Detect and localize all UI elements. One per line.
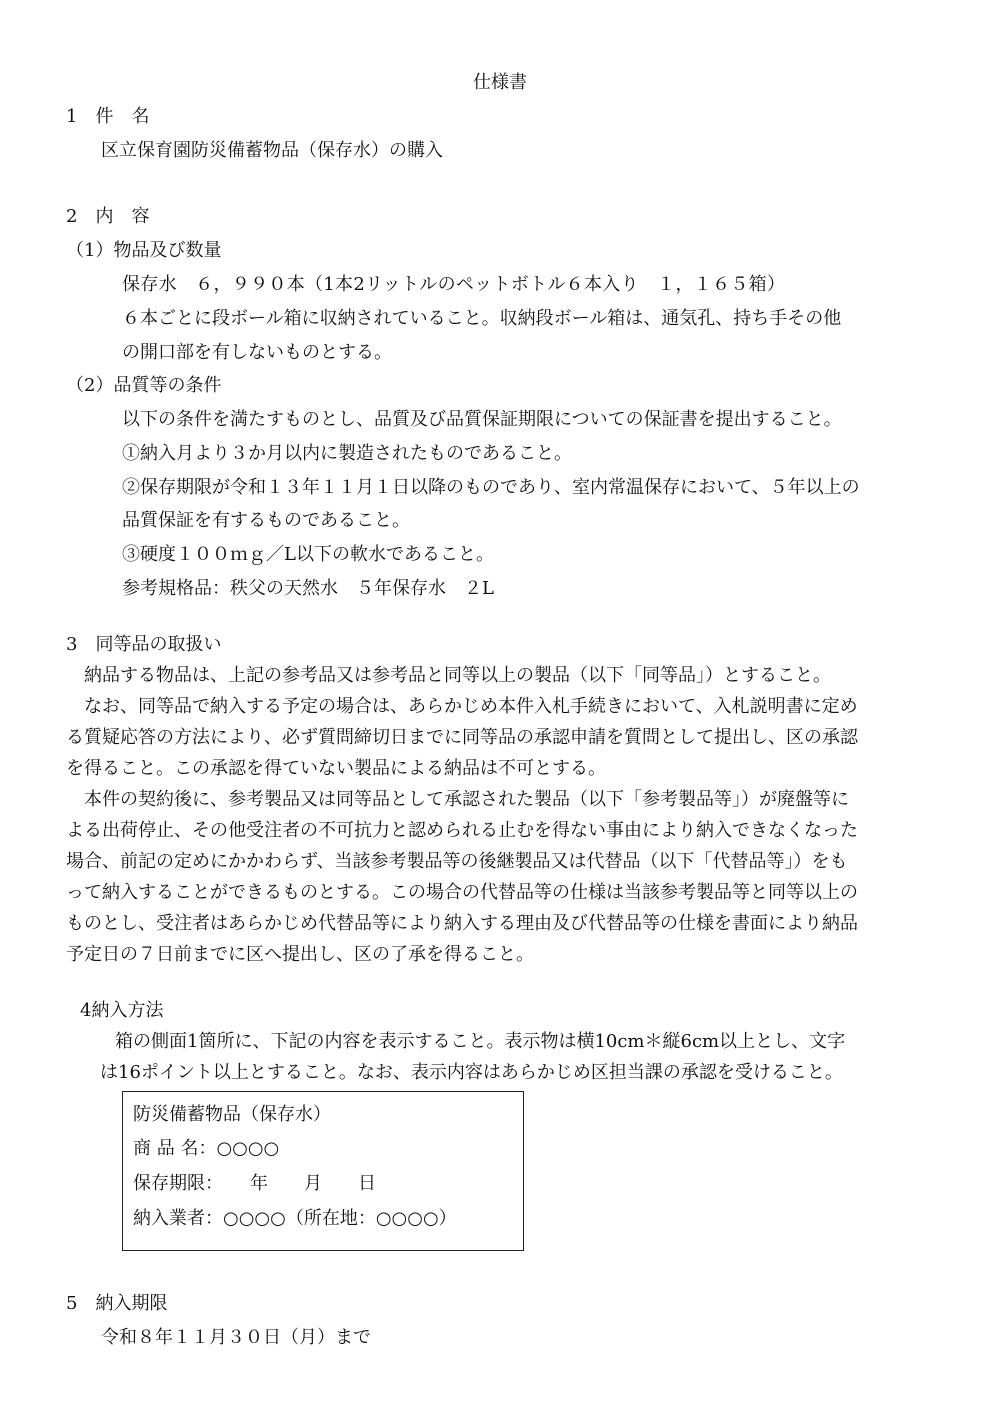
section-3-line: 場合、前記の定めにかかわらず、当該参考製品等の後継製品又は代替品（以下「代替品等」）をも (66, 851, 848, 872)
section-2-1-line: 保存水 ６，９９０本（1本2リットルのペットボトル６本入り １，１６５箱） (122, 274, 786, 295)
section-3-line: 本件の契約後に、参考製品又は同等品として承認された製品（以下「参考製品等」）が廃盤等に (66, 789, 849, 810)
section-3-line: よる出荷停止、その他受注者の不可抗力と認められる止むを得ない事由により納入できなくなった (66, 820, 858, 841)
section-3-line: る質疑応答の方法により、必ず質問締切日までに同等品の承認申請を質問として提出し、区の承認 (66, 727, 858, 748)
section-2-1-line: の開口部を有しないものとする。 (122, 342, 392, 363)
section-2-heading: 2 内 容 (66, 206, 150, 227)
section-4-line: は16ポイント以上とすること。なお、表示内容はあらかじめ区担当課の承認を受けること。 (100, 1062, 843, 1083)
section-2-2-line: ①納入月より３か月以内に製造されたものであること。 (122, 443, 572, 464)
section-2-2-line: ③硬度１００ｍｇ／L以下の軟水であること。 (122, 544, 494, 565)
label-box-line: 納入業者：○○○○（所在地：○○○○） (133, 1208, 457, 1229)
label-box-line: 保存期限： 年 月 日 (133, 1173, 376, 1194)
section-3-line: なお、同等品で納入する予定の場合は、あらかじめ本件入札手続きにおいて、入札説明書に定め (66, 696, 858, 717)
label-box-line: 防災備蓄物品（保存水） (133, 1104, 331, 1125)
section-3-heading: 3 同等品の取扱い (66, 634, 222, 655)
label-display-box (122, 1091, 524, 1251)
section-2-1-line: ６本ごとに段ボール箱に収納されていること。収納段ボール箱は、通気孔、持ち手その他 (122, 308, 842, 329)
section-3-line: 予定日の７日前までに区へ提出し、区の了承を得ること。 (66, 944, 534, 965)
section-5-body: 令和８年１１月３０日（月）まで (101, 1327, 371, 1348)
section-4-heading: 4納入方法 (80, 1000, 164, 1021)
section-1-heading: 1 件 名 (66, 106, 150, 127)
section-3-line: を得ること。この承認を得ていない製品による納品は不可とする。 (66, 758, 606, 779)
section-2-2-heading: （2）品質等の条件 (66, 375, 222, 396)
section-1-body: 区立保育園防災備蓄物品（保存水）の購入 (101, 140, 443, 161)
section-2-2-line: ②保存期限が令和１３年１１月１日以降のものであり、室内常温保存において、５年以上の (122, 477, 860, 498)
section-2-2-line: 参考規格品：秩父の天然水 ５年保存水 ２L (122, 578, 494, 599)
section-3-line: 納品する物品は、上記の参考品又は参考品と同等以上の製品（以下「同等品」）とすること。 (66, 665, 831, 686)
section-5-heading: 5 納入期限 (66, 1293, 168, 1314)
section-2-2-line: 以下の条件を満たすものとし、品質及び品質保証期限についての保証書を提出すること。 (122, 409, 842, 430)
section-3-line: って納入することができるものとする。この場合の代替品等の仕様は当該参考製品等と同等以上の (66, 882, 858, 903)
label-box-line: 商 品 名：○○○○ (133, 1138, 280, 1159)
section-4-line: 箱の側面1箇所に、下記の内容を表示すること。表示物は横10cm＊縦6cm以上とし、文字 (115, 1031, 846, 1052)
section-2-1-heading: （1）物品及び数量 (66, 240, 222, 261)
section-2-2-line: 品質保証を有するものであること。 (122, 510, 410, 531)
section-3-line: ものとし、受注者はあらかじめ代替品等により納入する理由及び代替品等の仕様を書面により納品 (66, 913, 858, 934)
document-title: 仕様書 (473, 72, 527, 93)
